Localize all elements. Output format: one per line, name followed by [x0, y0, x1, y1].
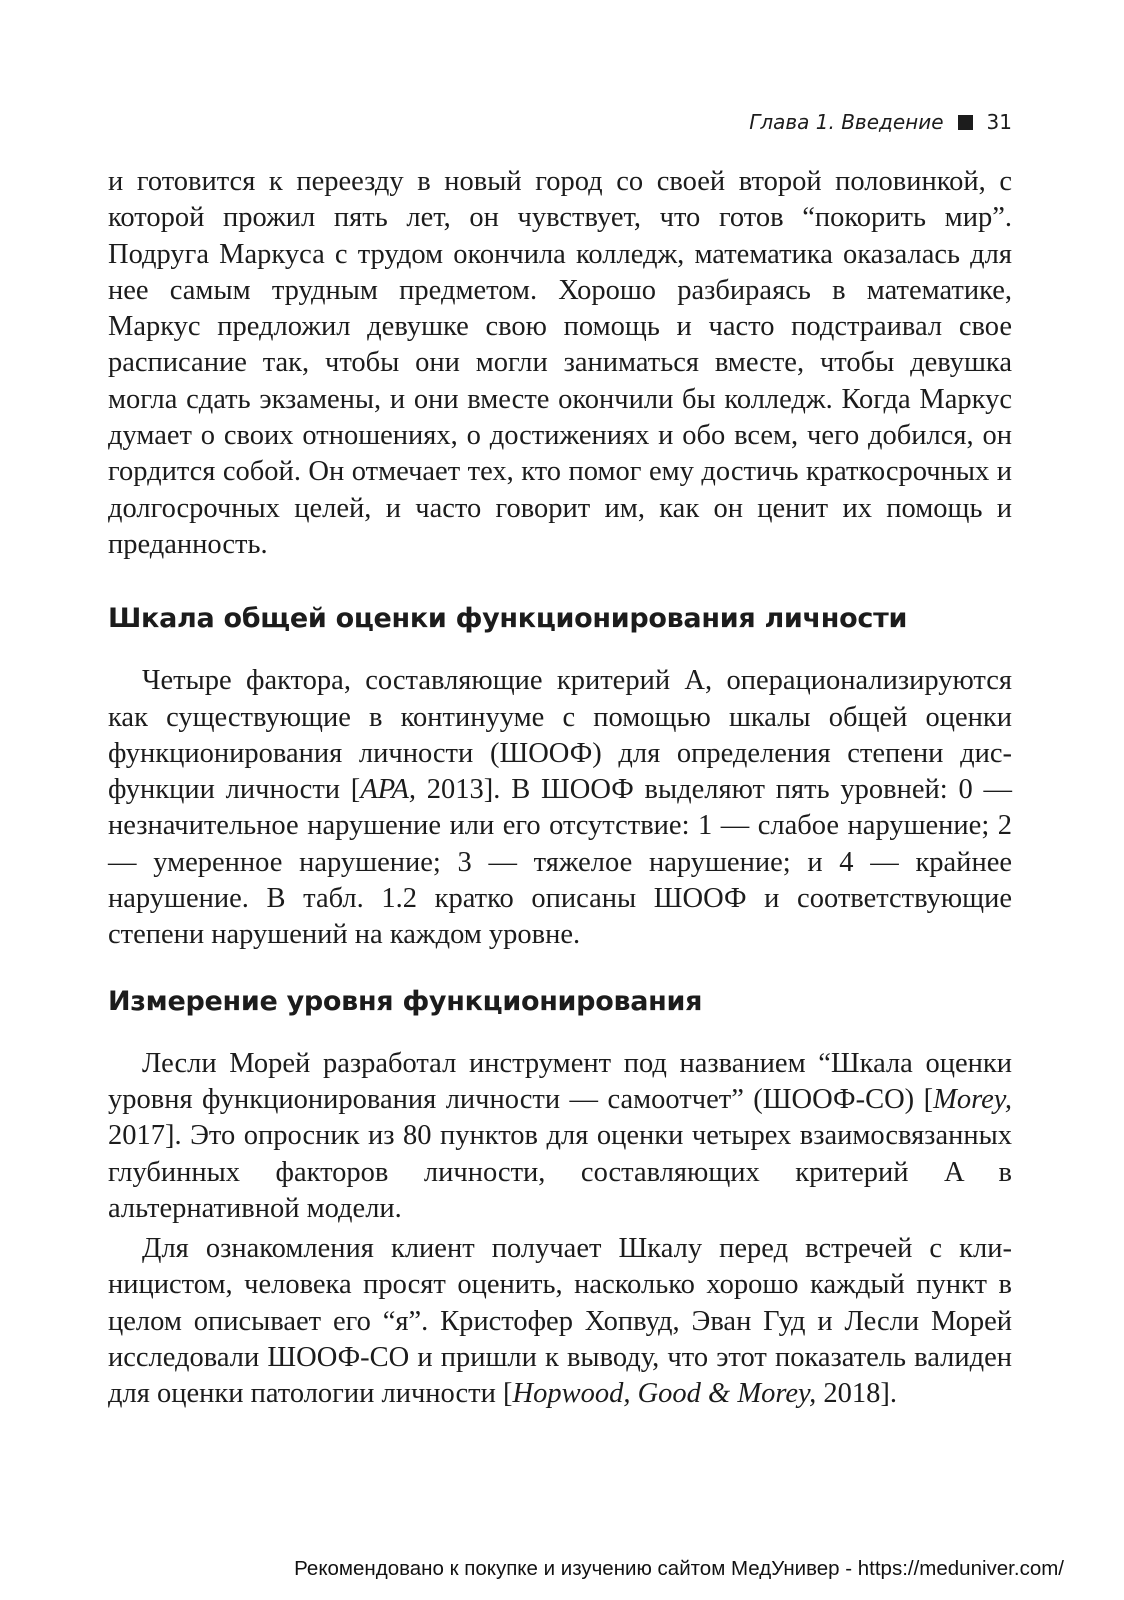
paragraph-continuation: и готовится к переезду в новый город со своей второй половинкой, с которой прожил пять лет, он чувствует, что готов “покорить мир”. Подруга Маркуса с трудом окончила колледж, математика оказалась для нее самым трудным предметом. Хорошо разбираясь в математике, Маркус предложил девушке свою помощь и часто подстраивал свое расписание так, чтобы они могли заниматься вместе, чтобы девушка могла сдать экзамены, и они вместе окончили бы колледж. Когда Маркус думает о своих отношениях, о достижениях и обо всем, чего добился, он гордится собой. Он отмечает тех, кто помог ему достичь краткосрочных и долгосрочных целей, и часто говорит им, как он ценит их помощь и преданность. — [108, 166, 1012, 560]
page-number: 31 — [986, 110, 1012, 134]
citation: Morey, — [933, 1083, 1012, 1115]
footer-watermark: Рекомендовано к покупке и изучению сайтом МедУнивер - https://meduniver.com/ — [294, 1557, 1064, 1580]
running-head — [749, 108, 1012, 136]
chapter-title: Глава 1. Введение — [749, 110, 944, 134]
paragraph-text: Четыре фактора, составляющие критерий A, операционализируются как существующие в континууме с помощью шкалы общей оценки функционирования личности (ШООФ) для определения степени дисфункции личности [ — [108, 665, 1012, 806]
square-separator-icon — [958, 115, 973, 130]
paragraph-scale — [108, 663, 1012, 953]
paragraph-text: 2013]. В ШООФ выделяют пять уровней: 0 — незначительное нарушение или его отсутствие: 1 — слабое нарушение; 2 — умеренное нарушение; 3 — тяжелое нарушение; и 4 — крайнее нарушение. В табл. 1.2 кратко описаны ШООФ и соответствующие степени нарушений на каждом уровне. — [108, 774, 1013, 951]
paragraph-measurement — [108, 1046, 1012, 1227]
paragraph-text: 2017]. Это опросник из 80 пунктов для оценки четырех взаимосвязанных глубинных факторов личности, составляющих критерий A в альтернативной модели. — [108, 1120, 1012, 1224]
paragraph-procedure — [108, 1231, 1012, 1412]
citation: Hopwood, Good & Morey, — [512, 1378, 817, 1410]
paragraph-text: Для ознакомления клиент получает Шкалу перед встречей с клиницистом, человека просят оценить, насколько хорошо каждый пункт в целом описывает его “я”. Кристофер Хопвуд, Эван Гуд и Лесли Морей исследовали ШООФ-СО и пришли к выводу, что этот показатель валиден для оценки патологии личности [ — [108, 1233, 1012, 1410]
citation: APA, — [360, 774, 416, 806]
paragraph-text: Лесли Морей разработал инструмент под названием “Шкала оценки уровня функционирования личности — самоотчет” (ШООФ-СО) [ — [108, 1047, 1012, 1115]
section-heading-scale: Шкала общей оценки функционирования личности — [108, 603, 908, 635]
page-body — [108, 164, 1012, 1413]
paragraph-text: 2018]. — [816, 1378, 897, 1410]
section-heading-measurement: Измерение уровня функционирования — [108, 985, 703, 1017]
